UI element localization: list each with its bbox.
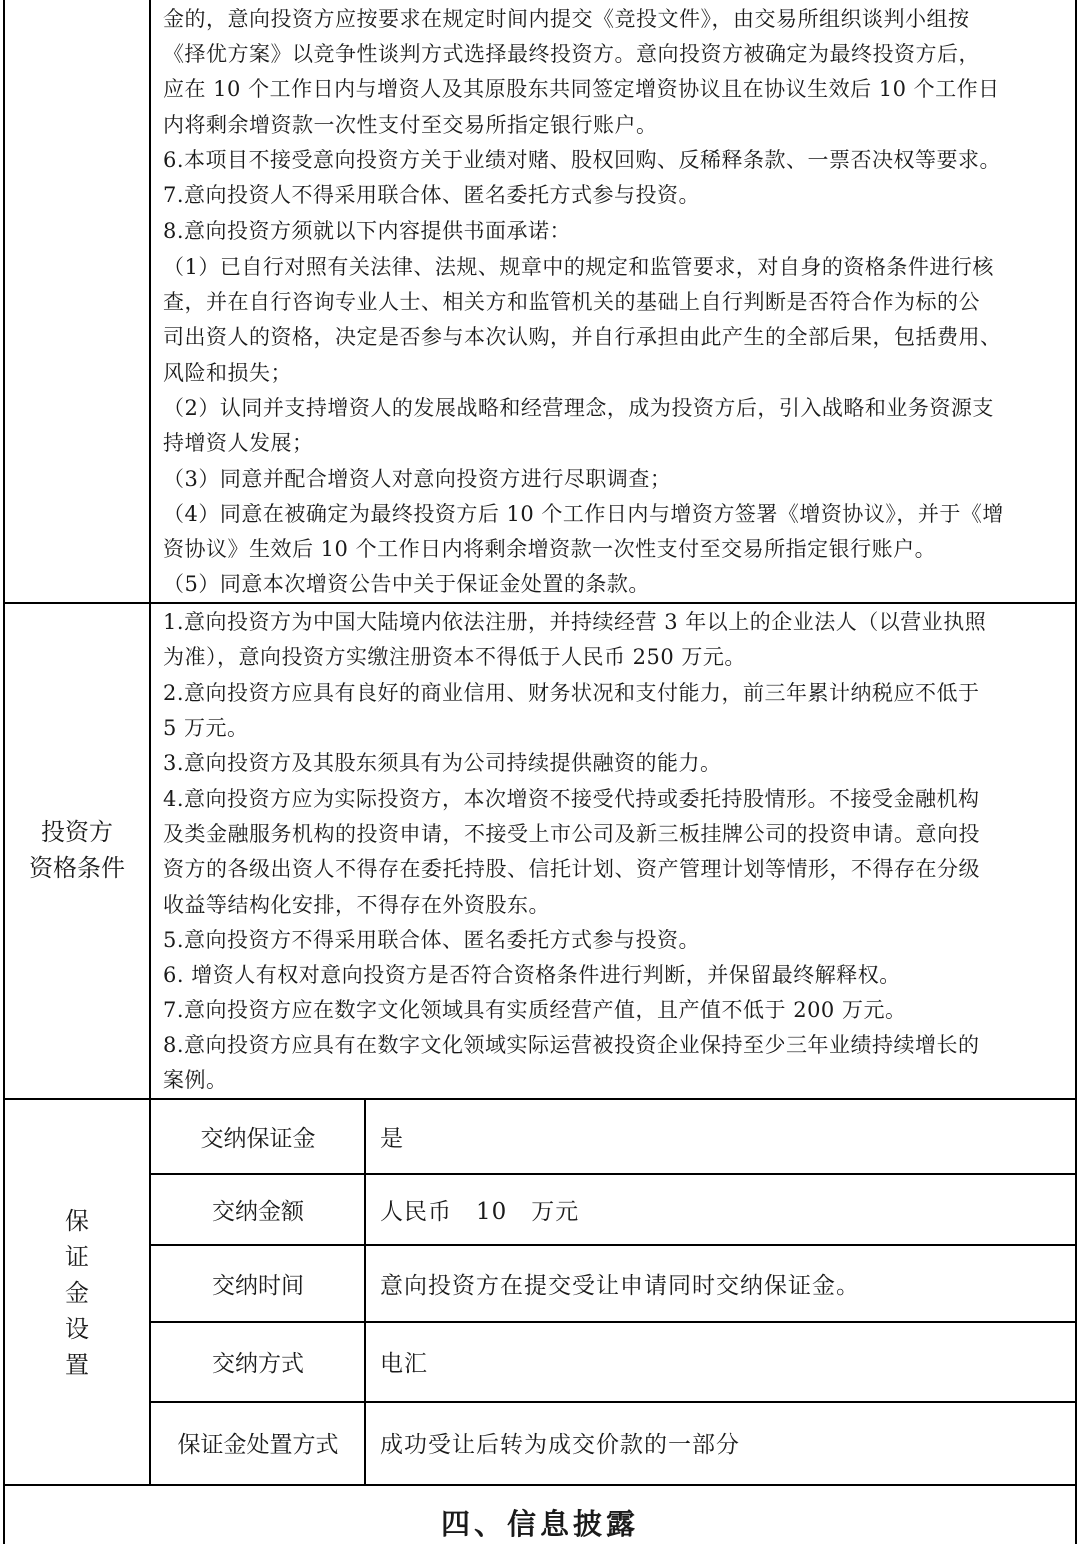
qualification-line: 1.意向投资方为中国大陆境内依法注册，并持续经营 3 年以上的企业法人（以营业执照 [163, 610, 987, 634]
rules-line: 应在 10 个工作日内与增资人及其原股东共同签定增资协议且在协议生效后 10 个工作日 [163, 77, 1000, 101]
deposit-row-divider [149, 1244, 1077, 1246]
table-right-border [1075, 0, 1077, 1544]
qualification-line: 8.意向投资方应具有在数字文化领域实际运营被投资企业保持至少三年业绩持续增长的 [163, 1033, 980, 1057]
deposit-disposal-label: 保证金处置方式 [177, 1432, 339, 1458]
deposit-row-divider [149, 1173, 1077, 1175]
deposit-row-divider [149, 1321, 1077, 1323]
row-divider-deposit-section [3, 1484, 1077, 1486]
rules-line: （3）同意并配合增资人对意向投资方进行尽职调查； [163, 467, 672, 491]
qualification-line: 2.意向投资方应具有良好的商业信用、财务状况和支付能力，前三年累计纳税应不低于 [163, 681, 980, 705]
rules-line: 《择优方案》以竞争性谈判方式选择最终投资方。意向投资方被确定为最终投资方后， [163, 42, 980, 66]
rules-line: 资协议》生效后 10 个工作日内将剩余增资款一次性支付至交易所指定银行账户。 [163, 537, 937, 561]
rules-line: （5）同意本次增资公告中关于保证金处置的条款。 [163, 572, 650, 596]
qualification-line: 3.意向投资方及其股东须具有为公司持续提供融资的能力。 [163, 751, 722, 775]
qualification-label [5, 814, 149, 886]
label-column-divider [149, 0, 151, 1485]
qualification-line: 4.意向投资方应为实际投资方，本次增资不接受代持或委托持股情形。不接受金融机构 [163, 787, 980, 811]
rules-line: 7.意向投资人不得采用联合体、匿名委托方式参与投资。 [163, 183, 701, 207]
rules-line: 8.意向投资方须就以下内容提供书面承诺： [163, 219, 572, 243]
qualification-line: 及类金融服务机构的投资申请，不接受上市公司及新三板挂牌公司的投资申请。意向投 [163, 822, 980, 846]
qualification-line: 7.意向投资方应在数字文化领域具有实质经营产值，且产值不低于 200 万元。 [163, 998, 907, 1022]
deposit-disposal-value: 成功受让后转为成交价款的一部分 [380, 1432, 740, 1458]
rules-line: 持增资人发展； [163, 431, 314, 455]
deposit-time-value: 意向投资方在提交受让申请同时交纳保证金。 [380, 1273, 860, 1299]
rules-line: （1）已自行对照有关法律、法规、规章中的规定和监管要求，对自身的资格条件进行核 [163, 255, 994, 279]
deposit-method-value: 电汇 [380, 1351, 428, 1377]
rules-line: 6.本项目不接受意向投资方关于业绩对赌、股权回购、反稀释条款、一票否决权等要求。 [163, 148, 1002, 172]
rules-line: 内将剩余增资款一次性支付至交易所指定银行账户。 [163, 113, 658, 137]
deposit-label-char: 置 [65, 1351, 89, 1379]
row-divider-qualification-deposit [3, 1098, 1077, 1100]
qualification-line: 案例。 [163, 1068, 228, 1092]
deposit-label-char: 证 [65, 1243, 89, 1271]
rules-line: 风险和损失； [163, 361, 292, 385]
row-divider-rules-qualification [3, 602, 1077, 604]
rules-line: （4）同意在被确定为最终投资方后 10 个工作日内与增资方签署《增资协议》，并于《增 [163, 502, 1004, 526]
deposit-label [5, 1203, 149, 1383]
rules-line: 司出资人的资格，决定是否参与本次认购，并自行承担由此产生的全部后果，包括费用、 [163, 325, 1002, 349]
qualification-line: 收益等结构化安排，不得存在外资股东。 [163, 893, 550, 917]
rules-line: 金的，意向投资方应按要求在规定时间内提交《竞投文件》，由交易所组织谈判小组按 [163, 7, 970, 31]
deposit-row-divider [149, 1401, 1077, 1403]
deposit-amount-value: 人民币 10 万元 [380, 1199, 580, 1225]
deposit-required-label: 交纳保证金 [200, 1126, 316, 1152]
qualification-label-line1: 投资方 [41, 818, 113, 846]
deposit-label-char: 金 [65, 1279, 89, 1307]
section-title: 四、信息披露 [440, 1507, 639, 1541]
rules-line: （2）认同并支持增资人的发展战略和经营理念，成为投资方后，引入战略和业务资源支 [163, 396, 994, 420]
deposit-subgrid-divider [364, 1098, 366, 1485]
deposit-amount-label: 交纳金额 [212, 1199, 304, 1225]
deposit-time-label: 交纳时间 [212, 1273, 304, 1299]
deposit-label-char: 保 [65, 1207, 89, 1235]
qualification-line: 资方的各级出资人不得存在委托持股、信托计划、资产管理计划等情形，不得存在分级 [163, 857, 980, 881]
qualification-line: 5 万元。 [163, 716, 249, 740]
qualification-label-line2: 资格条件 [29, 854, 125, 882]
deposit-required-value: 是 [380, 1126, 404, 1152]
rules-line: 查，并在自行咨询专业人士、相关方和监管机关的基础上自行判断是否符合作为标的公 [163, 290, 980, 314]
qualification-line: 为准），意向投资方实缴注册资本不得低于人民币 250 万元。 [163, 645, 746, 669]
deposit-label-char: 设 [65, 1315, 89, 1343]
qualification-line: 6. 增资人有权对意向投资方是否符合资格条件进行判断，并保留最终解释权。 [163, 963, 901, 987]
deposit-method-label: 交纳方式 [212, 1351, 304, 1377]
qualification-line: 5.意向投资方不得采用联合体、匿名委托方式参与投资。 [163, 928, 701, 952]
